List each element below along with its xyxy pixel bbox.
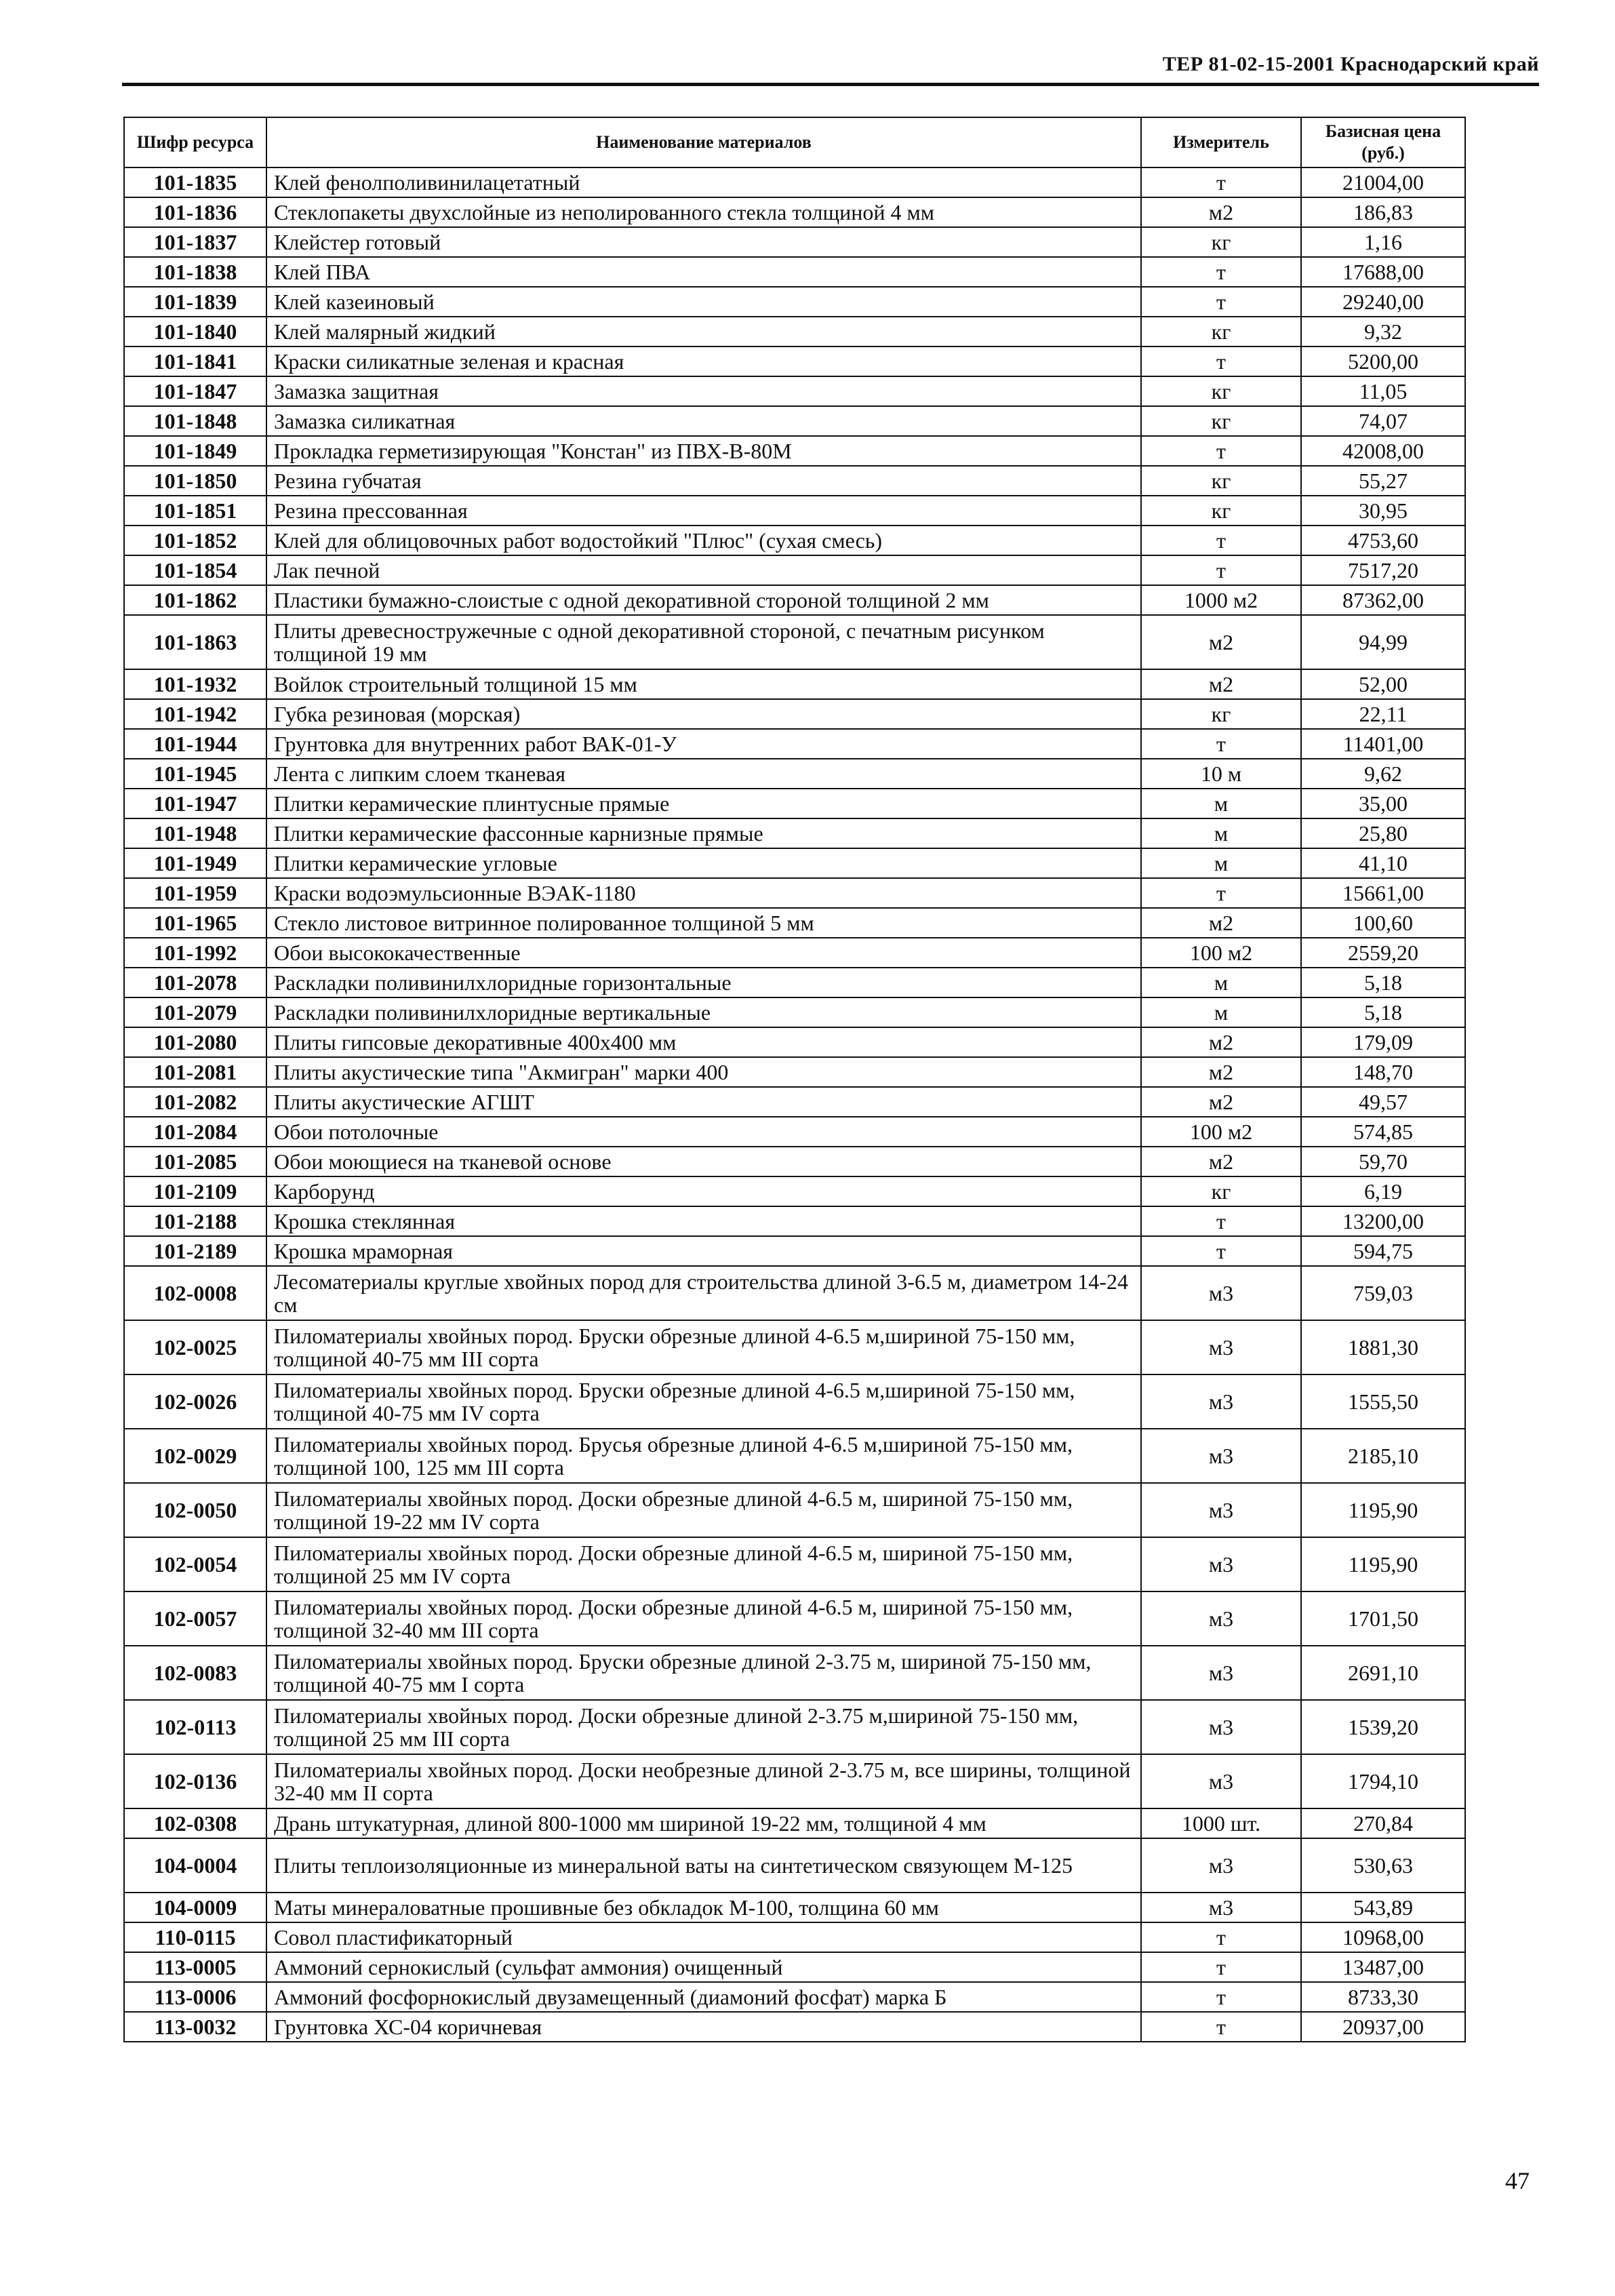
table-cell-code: 101-1837 bbox=[124, 227, 266, 257]
table-cell-price: 530,63 bbox=[1301, 1838, 1465, 1893]
table-cell-code: 101-1840 bbox=[124, 317, 266, 347]
table-cell-unit: т bbox=[1141, 1922, 1301, 1952]
table-cell-unit: кг bbox=[1141, 1176, 1301, 1206]
table-row bbox=[124, 287, 1465, 317]
table-cell-unit: т bbox=[1141, 878, 1301, 908]
table-cell-price: 49,57 bbox=[1301, 1087, 1465, 1117]
table-row bbox=[124, 615, 1465, 669]
table-cell-name: Резина прессованная bbox=[266, 496, 1141, 526]
table-cell-price: 1881,30 bbox=[1301, 1320, 1465, 1374]
column-header-code: Шифр ресурса bbox=[124, 117, 266, 167]
table-cell-price: 15661,00 bbox=[1301, 878, 1465, 908]
table-row bbox=[124, 1646, 1465, 1700]
table-cell-name: Совол пластификаторный bbox=[266, 1922, 1141, 1952]
table-cell-price: 13200,00 bbox=[1301, 1206, 1465, 1236]
table-row bbox=[124, 406, 1465, 436]
table-cell-unit: т bbox=[1141, 436, 1301, 466]
table-cell-unit: м bbox=[1141, 997, 1301, 1027]
table-cell-unit: м bbox=[1141, 818, 1301, 848]
table-row bbox=[124, 789, 1465, 818]
table-cell-price: 7517,20 bbox=[1301, 555, 1465, 585]
table-cell-unit: 100 м2 bbox=[1141, 938, 1301, 968]
table-cell-price: 9,32 bbox=[1301, 317, 1465, 347]
table-cell-code: 101-1835 bbox=[124, 167, 266, 197]
table-cell-code: 102-0025 bbox=[124, 1320, 266, 1374]
table-cell-code: 101-1947 bbox=[124, 789, 266, 818]
table-cell-price: 59,70 bbox=[1301, 1147, 1465, 1176]
table-cell-price: 94,99 bbox=[1301, 615, 1465, 669]
table-cell-unit: т bbox=[1141, 1982, 1301, 2012]
table-row bbox=[124, 1320, 1465, 1374]
table-cell-name: Лесоматериалы круглые хвойных пород для строительства длиной 3-6.5 м, диаметром 14-24 см bbox=[266, 1266, 1141, 1320]
table-row bbox=[124, 1374, 1465, 1429]
table-cell-code: 101-1862 bbox=[124, 585, 266, 615]
table-cell-name: Пиломатериалы хвойных пород. Бруски обрезные длиной 4-6.5 м,шириной 75-150 мм, толщиной 40-75 мм III сорта bbox=[266, 1320, 1141, 1374]
table-cell-unit: кг bbox=[1141, 317, 1301, 347]
table-cell-code: 101-1850 bbox=[124, 466, 266, 496]
table-cell-unit: м3 bbox=[1141, 1754, 1301, 1808]
table-cell-unit: м3 bbox=[1141, 1838, 1301, 1893]
table-cell-unit: кг bbox=[1141, 496, 1301, 526]
table-cell-name: Стекло листовое витринное полированное толщиной 5 мм bbox=[266, 908, 1141, 938]
table-cell-price: 2559,20 bbox=[1301, 938, 1465, 968]
table-row bbox=[124, 1236, 1465, 1266]
column-header-price: Базисная цена (руб.) bbox=[1301, 117, 1465, 167]
table-cell-name: Плиты теплоизоляционные из минеральной ваты на синтетическом связующем М-125 bbox=[266, 1838, 1141, 1893]
table-cell-price: 17688,00 bbox=[1301, 257, 1465, 287]
table-cell-name: Пиломатериалы хвойных пород. Бруски обрезные длиной 2-3.75 м, шириной 75-150 мм, толщиной 40-75 мм I сорта bbox=[266, 1646, 1141, 1700]
table-cell-name: Клей казеиновый bbox=[266, 287, 1141, 317]
table-cell-name: Стеклопакеты двухслойные из неполированного стекла толщиной 4 мм bbox=[266, 197, 1141, 227]
table-cell-unit: т bbox=[1141, 526, 1301, 555]
table-cell-code: 102-0113 bbox=[124, 1700, 266, 1754]
table-cell-price: 35,00 bbox=[1301, 789, 1465, 818]
table-row bbox=[124, 729, 1465, 759]
table-cell-code: 101-1836 bbox=[124, 197, 266, 227]
table-header-row bbox=[124, 117, 1465, 167]
table-cell-unit: кг bbox=[1141, 699, 1301, 729]
table-cell-name: Обои потолочные bbox=[266, 1117, 1141, 1147]
table-row bbox=[124, 466, 1465, 496]
table-cell-name: Лента с липким слоем тканевая bbox=[266, 759, 1141, 789]
table-cell-code: 101-1841 bbox=[124, 347, 266, 376]
table-cell-code: 102-0054 bbox=[124, 1537, 266, 1591]
table-row bbox=[124, 167, 1465, 197]
table-cell-name: Маты минераловатные прошивные без обкладок М-100, толщина 60 мм bbox=[266, 1893, 1141, 1922]
table-row bbox=[124, 436, 1465, 466]
table-cell-unit: м3 bbox=[1141, 1320, 1301, 1374]
table-cell-name: Резина губчатая bbox=[266, 466, 1141, 496]
table-cell-unit: м2 bbox=[1141, 908, 1301, 938]
table-cell-code: 101-2188 bbox=[124, 1206, 266, 1236]
table-cell-unit: т bbox=[1141, 555, 1301, 585]
table-cell-name: Плиты гипсовые декоративные 400х400 мм bbox=[266, 1027, 1141, 1057]
table-row bbox=[124, 1838, 1465, 1893]
table-row bbox=[124, 1266, 1465, 1320]
table-cell-code: 102-0008 bbox=[124, 1266, 266, 1320]
table-cell-code: 101-1944 bbox=[124, 729, 266, 759]
table-row bbox=[124, 699, 1465, 729]
table-cell-code: 101-1945 bbox=[124, 759, 266, 789]
table-cell-code: 102-0083 bbox=[124, 1646, 266, 1700]
table-cell-code: 104-0004 bbox=[124, 1838, 266, 1893]
table-cell-name: Замазка защитная bbox=[266, 376, 1141, 406]
table-cell-unit: м3 bbox=[1141, 1591, 1301, 1646]
table-cell-unit: т bbox=[1141, 257, 1301, 287]
table-cell-code: 101-1948 bbox=[124, 818, 266, 848]
table-cell-unit: м3 bbox=[1141, 1700, 1301, 1754]
table-cell-code: 101-2109 bbox=[124, 1176, 266, 1206]
table-cell-price: 1195,90 bbox=[1301, 1483, 1465, 1537]
table-row bbox=[124, 496, 1465, 526]
table-row bbox=[124, 1808, 1465, 1838]
table-row bbox=[124, 1087, 1465, 1117]
table-cell-code: 102-0136 bbox=[124, 1754, 266, 1808]
table-cell-price: 6,19 bbox=[1301, 1176, 1465, 1206]
table-cell-price: 21004,00 bbox=[1301, 167, 1465, 197]
table-cell-name: Клей ПВА bbox=[266, 257, 1141, 287]
table-cell-code: 101-1838 bbox=[124, 257, 266, 287]
table-cell-price: 87362,00 bbox=[1301, 585, 1465, 615]
table-cell-unit: 1000 м2 bbox=[1141, 585, 1301, 615]
table-cell-unit: м3 bbox=[1141, 1646, 1301, 1700]
table-cell-name: Клей для облицовочных работ водостойкий "Плюс" (сухая смесь) bbox=[266, 526, 1141, 555]
table-cell-price: 8733,30 bbox=[1301, 1982, 1465, 2012]
table-cell-code: 102-0308 bbox=[124, 1808, 266, 1838]
table-cell-name: Войлок строительный толщиной 15 мм bbox=[266, 669, 1141, 699]
table-row bbox=[124, 1176, 1465, 1206]
table-row bbox=[124, 1537, 1465, 1591]
table-row bbox=[124, 257, 1465, 287]
table-cell-price: 2185,10 bbox=[1301, 1429, 1465, 1483]
table-cell-code: 101-1849 bbox=[124, 436, 266, 466]
table-cell-name: Замазка силикатная bbox=[266, 406, 1141, 436]
table-cell-price: 22,11 bbox=[1301, 699, 1465, 729]
table-cell-price: 1701,50 bbox=[1301, 1591, 1465, 1646]
table-cell-unit: кг bbox=[1141, 406, 1301, 436]
table-cell-name: Крошка стеклянная bbox=[266, 1206, 1141, 1236]
table-cell-unit: м2 bbox=[1141, 1147, 1301, 1176]
table-cell-unit: т bbox=[1141, 1236, 1301, 1266]
table-cell-price: 20937,00 bbox=[1301, 2012, 1465, 2042]
table-row bbox=[124, 908, 1465, 938]
table-cell-name: Раскладки поливинилхлоридные горизонтальные bbox=[266, 968, 1141, 997]
table-row bbox=[124, 1754, 1465, 1808]
table-cell-price: 594,75 bbox=[1301, 1236, 1465, 1266]
table-cell-name: Пиломатериалы хвойных пород. Доски обрезные длиной 2-3.75 м,шириной 75-150 мм, толщиной 25 мм III сорта bbox=[266, 1700, 1141, 1754]
table-cell-code: 101-2085 bbox=[124, 1147, 266, 1176]
table-cell-unit: м bbox=[1141, 789, 1301, 818]
table-cell-price: 52,00 bbox=[1301, 669, 1465, 699]
table-cell-code: 101-1932 bbox=[124, 669, 266, 699]
table-cell-price: 5200,00 bbox=[1301, 347, 1465, 376]
table-row bbox=[124, 818, 1465, 848]
table-cell-unit: м3 bbox=[1141, 1374, 1301, 1429]
column-header-name: Наименование материалов bbox=[266, 117, 1141, 167]
table-cell-unit: т bbox=[1141, 1206, 1301, 1236]
table-cell-price: 186,83 bbox=[1301, 197, 1465, 227]
table-cell-name: Плитки керамические угловые bbox=[266, 848, 1141, 878]
table-cell-code: 113-0032 bbox=[124, 2012, 266, 2042]
table-cell-name: Дрань штукатурная, длиной 800-1000 мм шириной 19-22 мм, толщиной 4 мм bbox=[266, 1808, 1141, 1838]
table-row bbox=[124, 585, 1465, 615]
table-cell-name: Грунтовка для внутренних работ ВАК-01-У bbox=[266, 729, 1141, 759]
table-cell-unit: м2 bbox=[1141, 1027, 1301, 1057]
table-cell-name: Пиломатериалы хвойных пород. Доски обрезные длиной 4-6.5 м, шириной 75-150 мм, толщиной 32-40 мм III сорта bbox=[266, 1591, 1141, 1646]
table-row bbox=[124, 669, 1465, 699]
table-cell-code: 113-0006 bbox=[124, 1982, 266, 2012]
table-cell-code: 101-2078 bbox=[124, 968, 266, 997]
table-cell-name: Грунтовка ХС-04 коричневая bbox=[266, 2012, 1141, 2042]
table-row bbox=[124, 1893, 1465, 1922]
table-cell-unit: 10 м bbox=[1141, 759, 1301, 789]
table-cell-price: 13487,00 bbox=[1301, 1952, 1465, 1982]
table-row bbox=[124, 317, 1465, 347]
table-cell-code: 101-1847 bbox=[124, 376, 266, 406]
table-row bbox=[124, 526, 1465, 555]
table-cell-price: 1555,50 bbox=[1301, 1374, 1465, 1429]
table-cell-price: 1539,20 bbox=[1301, 1700, 1465, 1754]
column-header-unit: Измеритель bbox=[1141, 117, 1301, 167]
table-cell-name: Краски силикатные зеленая и красная bbox=[266, 347, 1141, 376]
table-cell-code: 101-1848 bbox=[124, 406, 266, 436]
table-cell-unit: м3 bbox=[1141, 1266, 1301, 1320]
table-cell-price: 1794,10 bbox=[1301, 1754, 1465, 1808]
table-cell-unit: кг bbox=[1141, 466, 1301, 496]
table-cell-name: Губка резиновая (морская) bbox=[266, 699, 1141, 729]
table-cell-price: 1,16 bbox=[1301, 227, 1465, 257]
table-cell-price: 543,89 bbox=[1301, 1893, 1465, 1922]
table-cell-code: 101-1959 bbox=[124, 878, 266, 908]
table-cell-unit: м2 bbox=[1141, 615, 1301, 669]
table-cell-name: Пиломатериалы хвойных пород. Доски необрезные длиной 2-3.75 м, все ширины, толщиной 32-40 мм II сорта bbox=[266, 1754, 1141, 1808]
table-cell-name: Пиломатериалы хвойных пород. Доски обрезные длиной 4-6.5 м, шириной 75-150 мм, толщиной 25 мм IV сорта bbox=[266, 1537, 1141, 1591]
table-cell-name: Раскладки поливинилхлоридные вертикальные bbox=[266, 997, 1141, 1027]
table-cell-code: 102-0026 bbox=[124, 1374, 266, 1429]
table-cell-code: 102-0057 bbox=[124, 1591, 266, 1646]
table-cell-price: 74,07 bbox=[1301, 406, 1465, 436]
table-cell-name: Обои высококачественные bbox=[266, 938, 1141, 968]
table-row bbox=[124, 376, 1465, 406]
table-row bbox=[124, 1982, 1465, 2012]
table-cell-price: 42008,00 bbox=[1301, 436, 1465, 466]
table-cell-code: 102-0050 bbox=[124, 1483, 266, 1537]
table-cell-code: 101-1852 bbox=[124, 526, 266, 555]
table-cell-code: 101-1992 bbox=[124, 938, 266, 968]
materials-price-table bbox=[123, 117, 1466, 2042]
table-row bbox=[124, 1591, 1465, 1646]
table-cell-name: Крошка мраморная bbox=[266, 1236, 1141, 1266]
table-cell-price: 574,85 bbox=[1301, 1117, 1465, 1147]
table-cell-code: 101-1949 bbox=[124, 848, 266, 878]
table-cell-price: 4753,60 bbox=[1301, 526, 1465, 555]
table-cell-name: Карборунд bbox=[266, 1176, 1141, 1206]
table-cell-price: 29240,00 bbox=[1301, 287, 1465, 317]
table-cell-name: Клейстер готовый bbox=[266, 227, 1141, 257]
header-rule bbox=[122, 83, 1539, 86]
table-row bbox=[124, 938, 1465, 968]
table-cell-unit: 1000 шт. bbox=[1141, 1808, 1301, 1838]
table-cell-price: 5,18 bbox=[1301, 997, 1465, 1027]
table-row bbox=[124, 1952, 1465, 1982]
table-cell-code: 101-1965 bbox=[124, 908, 266, 938]
table-cell-price: 41,10 bbox=[1301, 848, 1465, 878]
table-cell-name: Краски водоэмульсионные ВЭАК-1180 bbox=[266, 878, 1141, 908]
table-row bbox=[124, 227, 1465, 257]
table-cell-unit: м bbox=[1141, 848, 1301, 878]
table-row bbox=[124, 1206, 1465, 1236]
page-number: 47 bbox=[1505, 2167, 1530, 2194]
table-cell-code: 101-2080 bbox=[124, 1027, 266, 1057]
table-body bbox=[124, 167, 1465, 2042]
table-cell-price: 55,27 bbox=[1301, 466, 1465, 496]
table-cell-code: 101-1942 bbox=[124, 699, 266, 729]
table-cell-code: 101-1839 bbox=[124, 287, 266, 317]
table-cell-name: Пиломатериалы хвойных пород. Бруски обрезные длиной 4-6.5 м,шириной 75-150 мм, толщиной 40-75 мм IV сорта bbox=[266, 1374, 1141, 1429]
table-cell-name: Плиты древесностружечные с одной декоративной стороной, с печатным рисунком толщиной 19 мм bbox=[266, 615, 1141, 669]
table-cell-code: 101-2189 bbox=[124, 1236, 266, 1266]
table-row bbox=[124, 2012, 1465, 2042]
table-cell-name: Пластики бумажно-слоистые с одной декоративной стороной толщиной 2 мм bbox=[266, 585, 1141, 615]
table-cell-name: Аммоний фосфорнокислый двузамещенный (диамоний фосфат) марка Б bbox=[266, 1982, 1141, 2012]
table-row bbox=[124, 1700, 1465, 1754]
table-cell-unit: т bbox=[1141, 729, 1301, 759]
table-cell-price: 9,62 bbox=[1301, 759, 1465, 789]
table-cell-unit: т bbox=[1141, 2012, 1301, 2042]
table-cell-unit: м2 bbox=[1141, 197, 1301, 227]
table-cell-unit: м2 bbox=[1141, 1057, 1301, 1087]
table-cell-code: 101-2082 bbox=[124, 1087, 266, 1117]
table-cell-name: Прокладка герметизирующая "Констан" из ПВХ-В-80М bbox=[266, 436, 1141, 466]
table-cell-price: 759,03 bbox=[1301, 1266, 1465, 1320]
table-cell-unit: м2 bbox=[1141, 1087, 1301, 1117]
table-cell-name: Аммоний сернокислый (сульфат аммония) очищенный bbox=[266, 1952, 1141, 1982]
table-cell-code: 102-0029 bbox=[124, 1429, 266, 1483]
table-row bbox=[124, 1429, 1465, 1483]
table-row bbox=[124, 347, 1465, 376]
table-cell-price: 100,60 bbox=[1301, 908, 1465, 938]
table-cell-code: 101-1851 bbox=[124, 496, 266, 526]
table-row bbox=[124, 197, 1465, 227]
table-row bbox=[124, 848, 1465, 878]
table-cell-price: 30,95 bbox=[1301, 496, 1465, 526]
table-cell-code: 110-0115 bbox=[124, 1922, 266, 1952]
table-cell-name: Лак печной bbox=[266, 555, 1141, 585]
table-cell-price: 148,70 bbox=[1301, 1057, 1465, 1087]
table-cell-unit: 100 м2 bbox=[1141, 1117, 1301, 1147]
table-cell-name: Пиломатериалы хвойных пород. Брусья обрезные длиной 4-6.5 м,шириной 75-150 мм, толщиной 100, 125 мм III сорта bbox=[266, 1429, 1141, 1483]
table-row bbox=[124, 997, 1465, 1027]
table-row bbox=[124, 1147, 1465, 1176]
table-row bbox=[124, 1057, 1465, 1087]
table-cell-unit: т bbox=[1141, 1952, 1301, 1982]
table-cell-price: 5,18 bbox=[1301, 968, 1465, 997]
table-cell-name: Пиломатериалы хвойных пород. Доски обрезные длиной 4-6.5 м, шириной 75-150 мм, толщиной 19-22 мм IV сорта bbox=[266, 1483, 1141, 1537]
table-cell-code: 101-2084 bbox=[124, 1117, 266, 1147]
table-cell-price: 270,84 bbox=[1301, 1808, 1465, 1838]
table-cell-code: 113-0005 bbox=[124, 1952, 266, 1982]
table-cell-name: Обои моющиеся на тканевой основе bbox=[266, 1147, 1141, 1176]
table-cell-unit: м2 bbox=[1141, 669, 1301, 699]
table-cell-unit: м bbox=[1141, 968, 1301, 997]
table-cell-code: 101-2079 bbox=[124, 997, 266, 1027]
table-cell-price: 10968,00 bbox=[1301, 1922, 1465, 1952]
table-cell-name: Клей малярный жидкий bbox=[266, 317, 1141, 347]
table-row bbox=[124, 1027, 1465, 1057]
table-cell-price: 179,09 bbox=[1301, 1027, 1465, 1057]
table-cell-unit: т bbox=[1141, 347, 1301, 376]
table-cell-code: 101-1863 bbox=[124, 615, 266, 669]
table-cell-unit: т bbox=[1141, 167, 1301, 197]
table-cell-price: 11,05 bbox=[1301, 376, 1465, 406]
table-cell-unit: м3 bbox=[1141, 1429, 1301, 1483]
table-cell-unit: т bbox=[1141, 287, 1301, 317]
table-cell-code: 104-0009 bbox=[124, 1893, 266, 1922]
table-cell-price: 1195,90 bbox=[1301, 1537, 1465, 1591]
table-cell-unit: м3 bbox=[1141, 1537, 1301, 1591]
table-row bbox=[124, 1922, 1465, 1952]
table-cell-name: Плиты акустические типа "Акмигран" марки 400 bbox=[266, 1057, 1141, 1087]
table-cell-price: 25,80 bbox=[1301, 818, 1465, 848]
table-cell-code: 101-1854 bbox=[124, 555, 266, 585]
table-row bbox=[124, 968, 1465, 997]
table-row bbox=[124, 759, 1465, 789]
document-header: ТЕР 81-02-15-2001 Краснодарский край bbox=[1162, 53, 1539, 75]
table-cell-name: Плиты акустические АГШТ bbox=[266, 1087, 1141, 1117]
table-row bbox=[124, 1117, 1465, 1147]
table-row bbox=[124, 1483, 1465, 1537]
table-cell-unit: м3 bbox=[1141, 1893, 1301, 1922]
table-cell-unit: кг bbox=[1141, 227, 1301, 257]
table-cell-unit: кг bbox=[1141, 376, 1301, 406]
table-row bbox=[124, 878, 1465, 908]
table-cell-price: 2691,10 bbox=[1301, 1646, 1465, 1700]
table-cell-code: 101-2081 bbox=[124, 1057, 266, 1087]
table-row bbox=[124, 555, 1465, 585]
table-cell-price: 11401,00 bbox=[1301, 729, 1465, 759]
table-cell-name: Плитки керамические плинтусные прямые bbox=[266, 789, 1141, 818]
table-cell-name: Плитки керамические фассонные карнизные прямые bbox=[266, 818, 1141, 848]
table-cell-unit: м3 bbox=[1141, 1483, 1301, 1537]
table-cell-name: Клей фенолполивинилацетатный bbox=[266, 167, 1141, 197]
